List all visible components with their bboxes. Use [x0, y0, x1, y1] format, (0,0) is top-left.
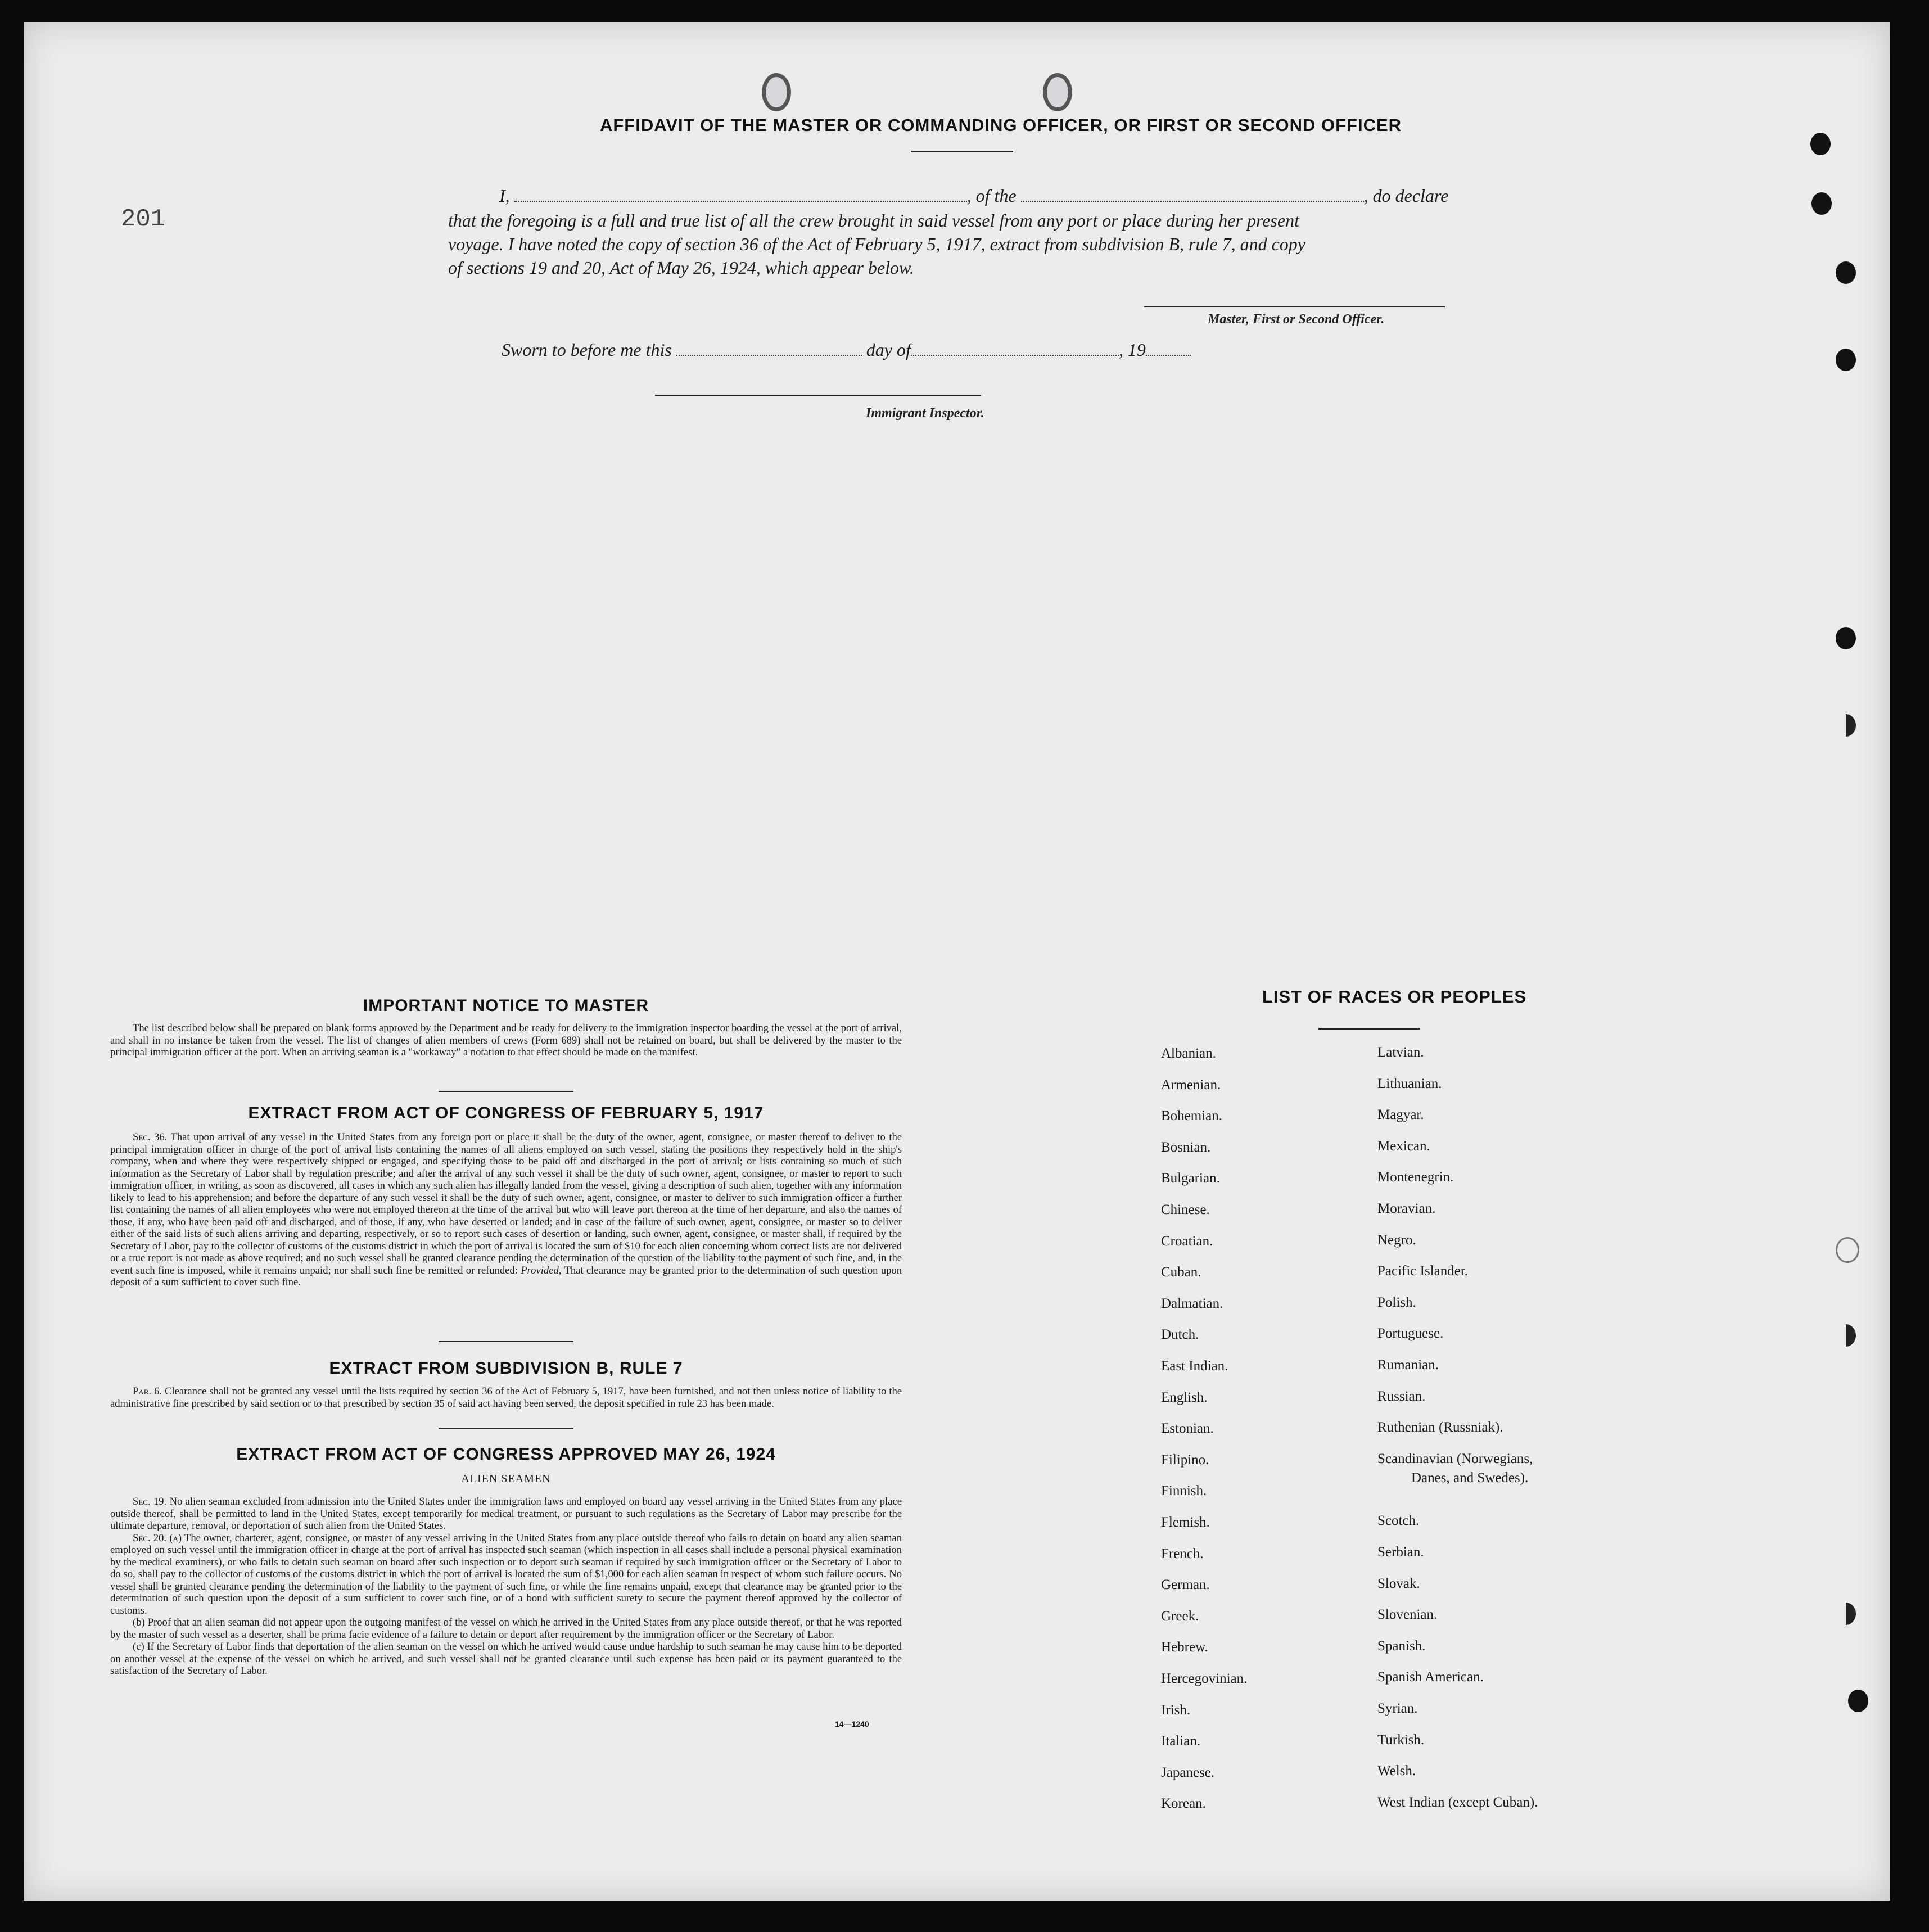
sworn-line — [502, 337, 1289, 362]
sworn-text: Sworn to before me this — [502, 340, 672, 360]
race-item: Polish. — [1377, 1295, 1416, 1310]
name-blank[interactable] — [514, 188, 967, 202]
race-item: Turkish. — [1377, 1732, 1425, 1748]
race-item: Spanish. — [1377, 1638, 1426, 1654]
races-title: LIST OF RACES OR PEOPLES — [1262, 987, 1527, 1006]
affidavit-line-2: that the foregoing is a full and true list of all the crew brought in said vessel from any port or place during her present — [448, 210, 1299, 231]
race-item: Bosnian. — [1161, 1140, 1211, 1155]
race-item: Croatian. — [1161, 1234, 1213, 1249]
par-6-label: Par. 6. — [133, 1385, 162, 1397]
affidavit-title: AFFIDAVIT OF THE MASTER OR COMMANDING OFFICER, OR FIRST OR SECOND OFFICER — [599, 115, 1402, 135]
corner-number: 201 — [121, 205, 166, 233]
race-item: Korean. — [1161, 1796, 1206, 1811]
rule7-title: EXTRACT FROM SUBDIVISION B, RULE 7 — [329, 1359, 683, 1378]
divider — [439, 1341, 573, 1342]
affidavit-line-1 — [499, 183, 1483, 208]
punch-hole — [1836, 261, 1856, 284]
race-item: Dutch. — [1161, 1327, 1199, 1342]
race-item: Latvian. — [1377, 1045, 1424, 1060]
sworn-year-blank[interactable] — [1146, 342, 1191, 356]
race-item: German. — [1161, 1577, 1210, 1592]
affidavit-do-declare: , do declare — [1363, 186, 1449, 206]
race-item: Chinese. — [1161, 1202, 1210, 1217]
par-6-text: Clearance shall not be granted any vessel until the lists required by section 36 of the Act of February 5, 1917, have been furnished, and not then unless notice of liability to the administrative fine prescribed by said section or to that prescribed by section 35 of said act having been served, the deposit specified in rule 23 has been made. — [110, 1385, 902, 1410]
punch-hole — [1848, 1690, 1868, 1712]
race-item: Greek. — [1161, 1609, 1199, 1624]
proviso-label: Provided, — [521, 1264, 562, 1276]
sworn-month-blank[interactable] — [911, 342, 1119, 356]
race-item: Scandinavian (Norwegians, — [1377, 1451, 1533, 1466]
race-item: Scotch. — [1377, 1513, 1420, 1528]
race-item: Serbian. — [1377, 1545, 1424, 1560]
inspector-signature-label: Immigrant Inspector. — [866, 406, 984, 421]
vessel-blank[interactable] — [1021, 188, 1364, 202]
race-item: Lithuanian. — [1377, 1076, 1442, 1091]
race-item: Filipino. — [1161, 1452, 1209, 1468]
race-item: Negro. — [1377, 1233, 1416, 1248]
alien-seamen-subtitle: ALIEN SEAMEN — [461, 1473, 551, 1485]
race-item: Danes, and Swedes). — [1411, 1470, 1529, 1486]
race-item: Welsh. — [1377, 1763, 1416, 1778]
race-item: Finnish. — [1161, 1483, 1207, 1498]
race-item: Mexican. — [1377, 1139, 1430, 1154]
race-item: Russian. — [1377, 1389, 1426, 1404]
notice-title: IMPORTANT NOTICE TO MASTER — [363, 996, 649, 1015]
sec-19-label: Sec. 19. — [133, 1496, 167, 1507]
race-item: Spanish American. — [1377, 1669, 1484, 1685]
affidavit-i: I, — [499, 186, 510, 206]
race-item: Dalmatian. — [1161, 1296, 1223, 1311]
punch-hole — [1811, 192, 1832, 215]
year-text: , 19 — [1118, 340, 1146, 360]
proviso-text: That clearance may be granted prior to the determination of such question upon deposit of a sum sufficient to cover such fine. — [110, 1264, 902, 1288]
punch-hole — [1836, 714, 1856, 737]
race-item: Slovenian. — [1377, 1607, 1438, 1622]
extract-1917-text — [110, 1131, 902, 1289]
race-item: Japanese. — [1161, 1765, 1215, 1780]
race-item: Hercegovinian. — [1161, 1671, 1248, 1686]
race-item: Hebrew. — [1161, 1640, 1208, 1655]
race-item: Cuban. — [1161, 1265, 1201, 1280]
race-item: Magyar. — [1377, 1107, 1424, 1122]
race-item: Ruthenian (Russniak). — [1377, 1420, 1503, 1435]
race-item: Moravian. — [1377, 1201, 1436, 1216]
sec-19-text: No alien seaman excluded from admission into the United States under the immigration laws and employed on board any vessel arriving in the United States from any place outside thereof, shall be permitted to land in the United States, except temporarily for medical treatment, or pursuant to such regulations as the Secretary of Labor may prescribe for the ultimate departure, removal, or deportation of such alien from the United States. — [110, 1496, 902, 1532]
race-item: Pacific Islander. — [1377, 1263, 1469, 1279]
race-item: West Indian (except Cuban). — [1377, 1795, 1538, 1810]
binder-ring-right — [1043, 73, 1072, 111]
race-item: Rumanian. — [1377, 1357, 1439, 1373]
affidavit-line-4: of sections 19 and 20, Act of May 26, 1924, which appear below. — [448, 258, 914, 278]
sec-20a-text: The owner, charterer, agent, consignee, or master of any vessel arriving in the United States from any place outside thereof who fails to detain on board any alien seaman employed on such vessel until the immigration officer in charge at the port of arrival has inspected such seaman (which inspection in all cases shall include a personal physical examination by the medical examiners), or who fails to detain such seaman on board after such inspection or to deport such seaman if required by such immigration officer or the Secretary of Labor to do so, shall pay to the collector of customs of the customs district in which the port of arrival is located the sum of $1,000 for each alien seaman in respect of whom such failure occurs. No vessel shall be granted clearance pending the determination of the liability to the payment of such fine, or while the fine remains unpaid, except that clearance may be granted prior to the determination of such question upon the deposit of a sum sufficient to cover such fine, or of a bond with sufficient surety to secure the payment thereof approved by the collector of customs. — [110, 1532, 902, 1617]
divider — [439, 1091, 573, 1092]
race-item: Syrian. — [1377, 1701, 1418, 1716]
binder-ring-left — [762, 73, 791, 111]
divider — [911, 151, 1013, 152]
race-item: Slovak. — [1377, 1576, 1420, 1591]
sec-36-text: That upon arrival of any vessel in the United States from any foreign port or place it shall be the duty of the owner, agent, consignee, or master thereof to deliver to the principal immigration officer in charge of the port of arrival lists containing the names of all aliens employed on such vessel, stating the positions they respectively hold in the ship's company, when and where they were respectively shipped or engaged, and specifying those to be paid off and discharged in the port of arrival; or lists containing so much of such information as the Secretary of Labor shall by regulation prescribe; and after the arrival of any such vessel it shall be the duty of such owner, agent, consignee, or master to report to such immigration officer, in writing, as soon as discovered, all cases in which any such alien has illegally landed from the vessel, giving a description of such alien, together with any information likely to lead to his apprehension; and before the departure of any such vessel it shall be the duty of such owner, agent, consignee, or master to deliver to such immigration officer a further list containing the names of all alien employees who were not employed thereon at the time of the arrival but who will leave port thereon at the time of her departure, and also the names of those, if any, who have been paid off and discharged, and of those, if any, who have deserted or landed; and in case of the failure of such owner, agent, consignee, or master so to deliver either of the said lists of such aliens arriving and departing, respectively, or so to report such cases of desertion or landing, such owner, agent, consignee, or master shall, if required by the Secretary of Labor, pay to the collector of customs of the customs district in which the port of arrival is located the sum of $10 for each alien concerning whom correct lists are not delivered or a true report is not made as above required; and no such vessel shall be granted clearance pending the determination of the question of the liability to the payment of such fine, and, in the event such fine is imposed, while it remains unpaid; nor shall such fine be remitted or refunded: — [110, 1131, 902, 1276]
race-item: Italian. — [1161, 1734, 1201, 1749]
divider — [1318, 1028, 1420, 1030]
sec-36-label: Sec. 36. — [133, 1131, 168, 1143]
form-number: 14—1240 — [835, 1719, 869, 1728]
race-item: Portuguese. — [1377, 1326, 1444, 1341]
race-item: Estonian. — [1161, 1421, 1214, 1436]
extract-1917-title: EXTRACT FROM ACT OF CONGRESS OF FEBRUARY 5, 1917 — [248, 1104, 764, 1122]
extract-1924-text — [110, 1496, 902, 1677]
race-item: Bohemian. — [1161, 1108, 1223, 1123]
sec-20-label: Sec. 20. (a) — [133, 1532, 182, 1544]
notice-paragraph: The list described below shall be prepared on blank forms approved by the Department and be ready for delivery to the immigration inspector boarding the vessel at the port of arrival, and shall in no instance be taken from the vessel. The list of changes of alien members of crews (Form 689) shall not be retained on board, but shall be delivered by the master to the principal immigration officer at the port. When an arriving seaman is a "workaway" a notation to that effect should be made on the manifest. — [110, 1022, 902, 1058]
punch-hole — [1836, 349, 1856, 371]
affidavit-of-the: , of the — [966, 186, 1017, 206]
extract-1924-title: EXTRACT FROM ACT OF CONGRESS APPROVED MAY 26, 1924 — [236, 1445, 776, 1464]
punch-hole — [1836, 627, 1856, 649]
sec-20c-text: (c) If the Secretary of Labor finds that deportation of the alien seaman on the vessel on which he arrived would cause undue hardship to such seaman he may cause him to be deported on another vessel at the expense of the vessel on which he arrived, and such vessel shall not be granted clearance until such expense has been paid or its payment guaranteed to the satisfaction of the Secretary of Labor. — [110, 1641, 902, 1677]
punch-hole — [1836, 1237, 1859, 1263]
rule7-text — [110, 1385, 902, 1410]
race-item: French. — [1161, 1546, 1204, 1561]
punch-hole — [1810, 133, 1831, 155]
master-signature-label: Master, First or Second Officer. — [1208, 312, 1385, 327]
sec-20b-text: (b) Proof that an alien seaman did not appear upon the outgoing manifest of the vessel on which he arrived in the United States from any place outside thereof, or that he was reported by the master of such vessel as a deserter, shall be prima facie evidence of a failure to detain or deport after requirement by the immigration officer or the Secretary of Labor. — [110, 1617, 902, 1641]
race-item: Armenian. — [1161, 1077, 1221, 1093]
sworn-day-blank[interactable] — [676, 342, 862, 356]
inspector-signature-line[interactable] — [655, 395, 981, 396]
race-item: East Indian. — [1161, 1358, 1228, 1374]
race-item: Irish. — [1161, 1703, 1191, 1718]
race-item: English. — [1161, 1390, 1208, 1405]
divider — [439, 1428, 573, 1429]
race-item: Flemish. — [1161, 1515, 1210, 1530]
master-signature-line[interactable] — [1144, 306, 1445, 307]
affidavit-line-3: voyage. I have noted the copy of section 36 of the Act of February 5, 1917, extract from subdivision B, rule 7, and copy — [448, 234, 1305, 254]
punch-hole — [1836, 1324, 1856, 1347]
race-item: Bulgarian. — [1161, 1171, 1220, 1186]
race-item: Albanian. — [1161, 1046, 1216, 1061]
notice-text — [110, 1022, 902, 1059]
punch-hole — [1836, 1603, 1856, 1625]
race-item: Montenegrin. — [1377, 1170, 1454, 1185]
day-of-text: day of — [866, 340, 911, 360]
